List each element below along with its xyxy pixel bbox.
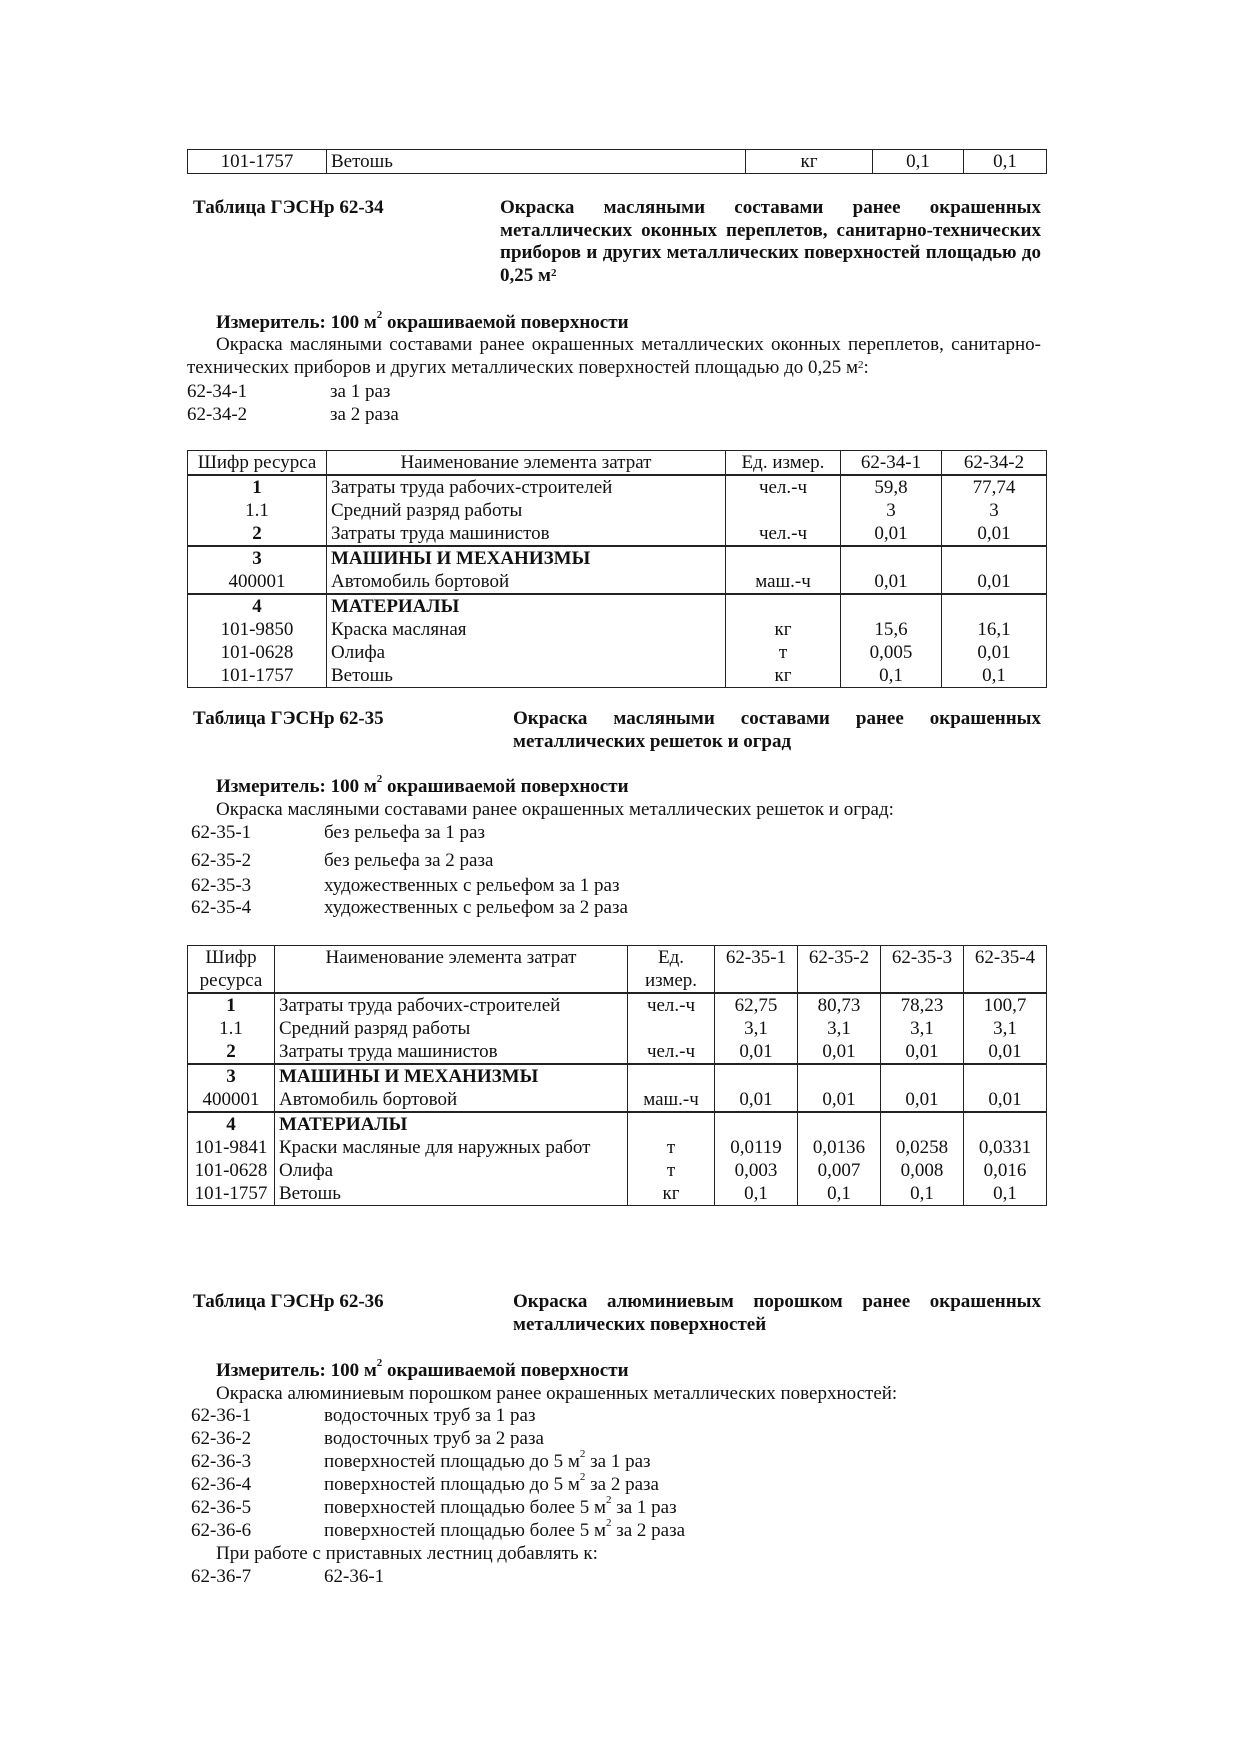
- cell: т: [628, 1136, 715, 1159]
- item-text: поверхностей площадью более 5 $м^2$ за 2 раза: [324, 1517, 686, 1541]
- note-62-36: При работе с приставных лестниц добавлять к:: [216, 1543, 598, 1564]
- column-header: Ед. измер.: [726, 451, 841, 476]
- cell: 101-1757: [188, 664, 327, 688]
- cell: 101-9841: [188, 1136, 275, 1159]
- cell: 0,003: [715, 1159, 798, 1182]
- table-row: [188, 1159, 1047, 1182]
- cell: 3,1: [715, 1017, 798, 1040]
- cell: 0,01: [841, 570, 942, 594]
- measure-line-62-36: Измеритель: 100 $м^2$ окрашиваемой поверхности: [216, 1357, 629, 1381]
- column-header: 62-35-4: [964, 946, 1047, 994]
- cell: 0,0258: [881, 1136, 964, 1159]
- cell: 1: [188, 475, 327, 499]
- resource-table-62-34: [187, 450, 1047, 688]
- cell: т: [628, 1159, 715, 1182]
- cell: 0,01: [798, 1088, 881, 1112]
- cell: 16,1: [942, 618, 1047, 641]
- item-code: 62-35-2: [191, 850, 252, 871]
- table-row: [188, 641, 1047, 664]
- column-header: 62-35-3: [881, 946, 964, 994]
- cell: [715, 1064, 798, 1088]
- table-row: [188, 1040, 1047, 1064]
- top-continuation-table: [187, 149, 1047, 174]
- cell: 0,01: [715, 1040, 798, 1064]
- table-row: [188, 1017, 1047, 1040]
- cell: 3,1: [964, 1017, 1047, 1040]
- cell: Ветошь: [327, 150, 746, 174]
- cell: [628, 1017, 715, 1040]
- cell: 0,0331: [964, 1136, 1047, 1159]
- cell: Затраты труда рабочих-строителей: [275, 993, 628, 1017]
- cell: 0,0136: [798, 1136, 881, 1159]
- table-row: [188, 618, 1047, 641]
- cell: 0,01: [841, 522, 942, 546]
- cell: 0,01: [964, 1040, 1047, 1064]
- cell: [726, 546, 841, 570]
- table-row: [188, 150, 1047, 174]
- cell: кг: [628, 1182, 715, 1206]
- cell: 101-0628: [188, 1159, 275, 1182]
- cell: чел.-ч: [628, 993, 715, 1017]
- cell: 4: [188, 594, 327, 618]
- column-header: Наименование элемента затрат: [327, 451, 726, 476]
- column-header: 62-34-1: [841, 451, 942, 476]
- cell: 0,1: [942, 664, 1047, 688]
- measure-line-62-34: Измеритель: 100 $м^2$ окрашиваемой поверхности: [216, 309, 629, 333]
- item-code: 62-36-5: [191, 1497, 252, 1518]
- table-row: [188, 993, 1047, 1017]
- cell: [726, 499, 841, 522]
- table-header-row: [188, 451, 1047, 476]
- cell: чел.-ч: [726, 475, 841, 499]
- table-row: [188, 664, 1047, 688]
- cell: 3,1: [798, 1017, 881, 1040]
- column-header: 62-35-2: [798, 946, 881, 994]
- item-code: 62-36-4: [191, 1474, 252, 1495]
- item-text: без рельефа за 2 раза: [324, 850, 494, 871]
- item-text: поверхностей площадью до 5 $м^2$ за 1 раз: [324, 1448, 651, 1472]
- item-text: без рельефа за 1 раз: [324, 822, 485, 843]
- cell: МАТЕРИАЛЫ: [327, 594, 726, 618]
- cell: 2: [188, 1040, 275, 1064]
- cell: Краска масляная: [327, 618, 726, 641]
- cell: 3: [942, 499, 1047, 522]
- cell: 0,01: [715, 1088, 798, 1112]
- cell: 0,1: [841, 664, 942, 688]
- table-row: [188, 570, 1047, 594]
- cell: 400001: [188, 1088, 275, 1112]
- cell: 80,73: [798, 993, 881, 1017]
- cell: 101-9850: [188, 618, 327, 641]
- item-code: 62-36-7: [191, 1566, 252, 1587]
- cell: Ветошь: [275, 1182, 628, 1206]
- cell: маш.-ч: [628, 1088, 715, 1112]
- item-code: 62-34-2: [187, 404, 248, 425]
- item-code: 62-35-1: [191, 822, 252, 843]
- cell: маш.-ч: [726, 570, 841, 594]
- cell: 0,0119: [715, 1136, 798, 1159]
- cell: [798, 1064, 881, 1088]
- item-text: за 1 раз: [330, 381, 391, 402]
- table-label-62-34: Таблица ГЭСНр 62-34: [193, 197, 384, 218]
- cell: Автомобиль бортовой: [327, 570, 726, 594]
- cell: 0,1: [798, 1182, 881, 1206]
- table-row: [188, 475, 1047, 499]
- cell: 101-1757: [188, 1182, 275, 1206]
- item-code: 62-34-1: [187, 381, 248, 402]
- item-code: 62-35-4: [191, 897, 252, 918]
- cell: 4: [188, 1112, 275, 1136]
- item-text: водосточных труб за 2 раза: [324, 1428, 544, 1449]
- cell: 15,6: [841, 618, 942, 641]
- table-row: [188, 1112, 1047, 1136]
- item-text: поверхностей площадью более 5 $м^2$ за 1 раз: [324, 1494, 677, 1518]
- table-title-62-36: Окраска алюминиевым порошком ранее окрашенных металлических поверхностей: [513, 1291, 1041, 1335]
- cell: МАШИНЫ И МЕХАНИЗМЫ: [327, 546, 726, 570]
- cell: кг: [726, 664, 841, 688]
- cell: 0,1: [873, 150, 964, 174]
- cell: 0,01: [881, 1040, 964, 1064]
- cell: [841, 546, 942, 570]
- cell: чел.-ч: [628, 1040, 715, 1064]
- cell: [942, 546, 1047, 570]
- table-row: [188, 522, 1047, 546]
- cell: 3: [188, 546, 327, 570]
- column-header: Шифр ресурса: [188, 451, 327, 476]
- cell: 3,1: [881, 1017, 964, 1040]
- cell: Краски масляные для наружных работ: [275, 1136, 628, 1159]
- cell: 1.1: [188, 1017, 275, 1040]
- cell: [964, 1064, 1047, 1088]
- cell: 1: [188, 993, 275, 1017]
- table-row: [188, 594, 1047, 618]
- cell: кг: [726, 618, 841, 641]
- table-title-62-35: Окраска масляными составами ранее окрашенных металлических решеток и оград: [513, 708, 1041, 752]
- cell: 100,7: [964, 993, 1047, 1017]
- description-62-35: Окраска масляными составами ранее окрашенных металлических решеток и оград:: [216, 799, 894, 820]
- table-row: [188, 1088, 1047, 1112]
- cell: 2: [188, 522, 327, 546]
- item-code: 62-36-1: [191, 1405, 252, 1426]
- cell: [841, 594, 942, 618]
- cell: МАШИНЫ И МЕХАНИЗМЫ: [275, 1064, 628, 1088]
- column-header: 62-34-2: [942, 451, 1047, 476]
- item-text: водосточных труб за 1 раз: [324, 1405, 536, 1426]
- cell: [881, 1064, 964, 1088]
- cell: 0,01: [942, 522, 1047, 546]
- cell: 3: [841, 499, 942, 522]
- cell: 0,005: [841, 641, 942, 664]
- cell: Ветошь: [327, 664, 726, 688]
- item-code: 62-35-3: [191, 875, 252, 896]
- column-header: Ед. измер.: [628, 946, 715, 994]
- description-62-36: Окраска алюминиевым порошком ранее окрашенных металлических поверхностей:: [216, 1383, 898, 1404]
- item-code: 62-36-2: [191, 1428, 252, 1449]
- measure-line-62-35: Измеритель: 100 $м^2$ окрашиваемой поверхности: [216, 773, 629, 797]
- cell: 101-0628: [188, 641, 327, 664]
- table-row: [188, 546, 1047, 570]
- cell: 0,1: [964, 1182, 1047, 1206]
- cell: [628, 1064, 715, 1088]
- cell: 101-1757: [188, 150, 327, 174]
- cell: Затраты труда рабочих-строителей: [327, 475, 726, 499]
- cell: [942, 594, 1047, 618]
- cell: [628, 1112, 715, 1136]
- cell: 59,8: [841, 475, 942, 499]
- item-text: за 2 раза: [330, 404, 399, 425]
- table-row: [188, 1064, 1047, 1088]
- cell: кг: [746, 150, 873, 174]
- cell: т: [726, 641, 841, 664]
- cell: [798, 1112, 881, 1136]
- cell: чел.-ч: [726, 522, 841, 546]
- cell: 0,1: [881, 1182, 964, 1206]
- table-row: [188, 1136, 1047, 1159]
- cell: 62,75: [715, 993, 798, 1017]
- table-title-62-34: Окраска масляными составами ранее окрашенных металлических оконных переплетов, санитарно-технических приборов и других металлических поверхностей площадью до 0,25 $м^2$: [500, 197, 1041, 286]
- item-text: художественных с рельефом за 1 раз: [324, 875, 620, 896]
- cell: 0,016: [964, 1159, 1047, 1182]
- cell: 0,1: [964, 150, 1047, 174]
- resource-table-62-35: [187, 945, 1047, 1206]
- cell: 78,23: [881, 993, 964, 1017]
- cell: 0,007: [798, 1159, 881, 1182]
- cell: 0,01: [942, 641, 1047, 664]
- cell: МАТЕРИАЛЫ: [275, 1112, 628, 1136]
- item-text: художественных с рельефом за 2 раза: [324, 897, 628, 918]
- cell: 0,01: [942, 570, 1047, 594]
- column-header: Шифр ресурса: [188, 946, 275, 994]
- item-code: 62-36-3: [191, 1451, 252, 1472]
- description-62-34: Окраска масляными составами ранее окрашенных металлических оконных переплетов, санитарно-технических приборов и других металлических поверхностей площадью до 0,25 $м^2$:: [187, 334, 1041, 378]
- cell: [715, 1112, 798, 1136]
- table-label-62-35: Таблица ГЭСНр 62-35: [193, 708, 384, 729]
- cell: 77,74: [942, 475, 1047, 499]
- cell: Автомобиль бортовой: [275, 1088, 628, 1112]
- cell: Затраты труда машинистов: [327, 522, 726, 546]
- cell: Средний разряд работы: [275, 1017, 628, 1040]
- cell: Средний разряд работы: [327, 499, 726, 522]
- cell: 400001: [188, 570, 327, 594]
- table-row: [188, 499, 1047, 522]
- table-row: [188, 1182, 1047, 1206]
- column-header: 62-35-1: [715, 946, 798, 994]
- cell: [726, 594, 841, 618]
- cell: 0,1: [715, 1182, 798, 1206]
- cell: 0,01: [798, 1040, 881, 1064]
- cell: 3: [188, 1064, 275, 1088]
- column-header: Наименование элемента затрат: [275, 946, 628, 994]
- cell: Затраты труда машинистов: [275, 1040, 628, 1064]
- cell: [964, 1112, 1047, 1136]
- cell: Олифа: [327, 641, 726, 664]
- cell: 0,01: [964, 1088, 1047, 1112]
- cell: Олифа: [275, 1159, 628, 1182]
- cell: 1.1: [188, 499, 327, 522]
- item-text: поверхностей площадью до 5 $м^2$ за 2 раза: [324, 1471, 659, 1495]
- item-text: 62-36-1: [324, 1566, 385, 1587]
- cell: [881, 1112, 964, 1136]
- table-label-62-36: Таблица ГЭСНр 62-36: [193, 1291, 384, 1312]
- item-code: 62-36-6: [191, 1520, 252, 1541]
- cell: 0,008: [881, 1159, 964, 1182]
- cell: 0,01: [881, 1088, 964, 1112]
- table-header-row: [188, 946, 1047, 994]
